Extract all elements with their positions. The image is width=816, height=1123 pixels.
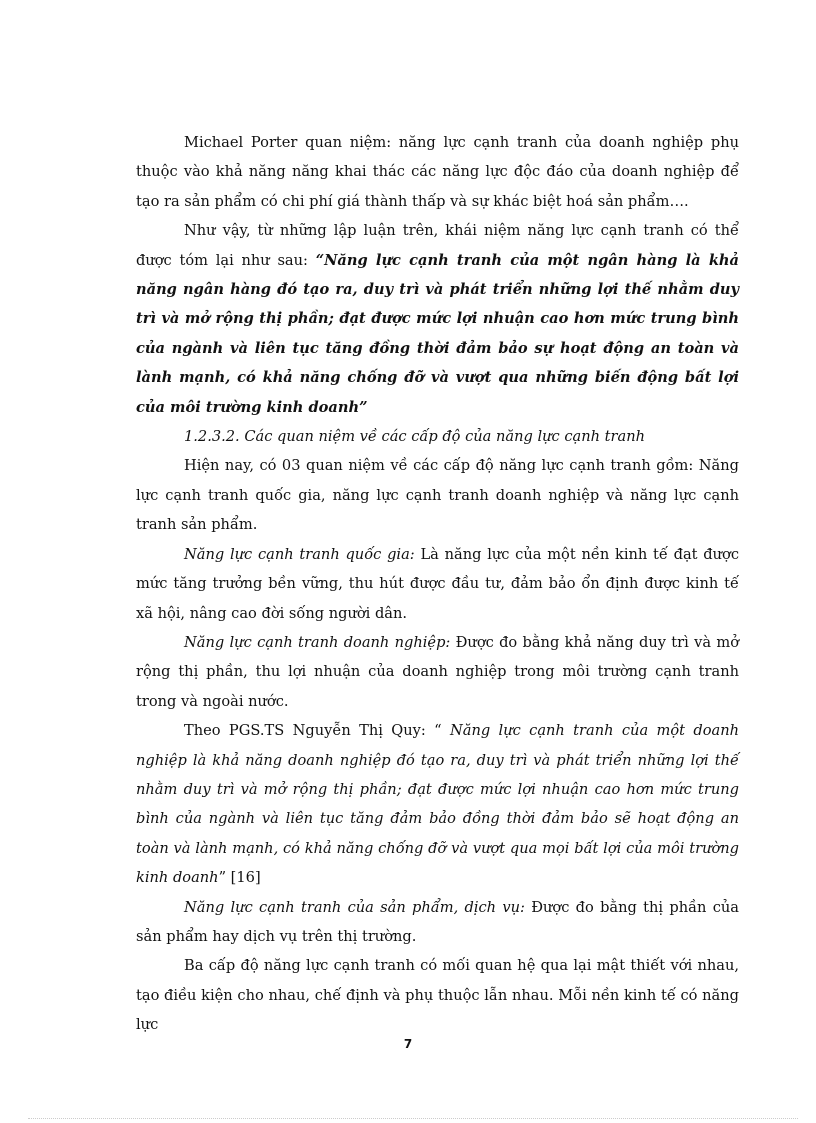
citation-tail: ” [16] (218, 869, 261, 887)
paragraph-relationship: Ba cấp độ năng lực cạnh tranh có mối quan hệ qua lại mật thiết với nhau, tạo điều kiện cho nhau, chế định và phụ thuộc lẫn nhau. Mỗi nền kinh tế có năng lực (136, 957, 739, 1034)
citation-lead: Theo PGS.TS Nguyễn Thị Quy: “ (184, 722, 450, 740)
definition-lead: Như vậy, từ những lập luận trên, khái niệm năng lực cạnh tranh có thể được tóm lại như sau: (136, 222, 739, 269)
section-heading: 1.2.3.2. Các quan niệm về các cấp độ của năng lực cạnh tranh (184, 428, 646, 446)
national-text: Là năng lực của một nền kinh tế đạt được mức tăng trưởng bền vững, thu hút được đầu tư, đảm bảo ổn định được kinh tế xã hội, nâng cao đời sống người dân. (136, 545, 739, 622)
enterprise-term: Năng lực cạnh tranh doanh nghiệp: (184, 633, 451, 651)
paragraph-national (136, 540, 739, 628)
page-number: 7 (403, 1037, 413, 1051)
page-bottom-divider (28, 1118, 798, 1119)
paragraph-citation (136, 716, 739, 892)
definition-quote: “Năng lực cạnh tranh của một ngân hàng là khả năng ngân hàng đó tạo ra, duy trì và phát triển những lợi thế nhằm duy trì và mở rộng thị phần; đạt được mức lợi nhuận cao hơn mức trung bình của ngành và liên tục tăng đồng thời đảm bảo sự hoạt động an toàn và lành mạnh, có khả năng chống đỡ và vượt qua những biến động bất lợi của môi trường kinh doanh” (136, 251, 739, 416)
paragraph-levels: Hiện nay, có 03 quan niệm về các cấp độ năng lực cạnh tranh gồm: Năng lực cạnh tranh quốc gia, năng lực cạnh tranh doanh nghiệp và năng lực cạnh tranh sản phẩm. (136, 457, 739, 534)
national-term: Năng lực cạnh tranh quốc gia: (184, 545, 415, 563)
paragraph-enterprise (136, 628, 739, 716)
document-body (136, 128, 739, 1040)
paragraph-definition (136, 216, 739, 422)
paragraph-porter: Michael Porter quan niệm: năng lực cạnh tranh của doanh nghiệp phụ thuộc vào khả năng năng khai thác các năng lực độc đáo của doanh nghiệp để tạo ra sản phẩm có chi phí giá thành thấp và sự khác biệt hoá sản phẩm…. (136, 134, 739, 210)
enterprise-text: Được đo bằng khả năng duy trì và mở rộng thị phần, thu lợi nhuận của doanh nghiệp trong môi trường cạnh tranh trong và ngoài nước. (136, 633, 739, 710)
citation-quote: Năng lực cạnh tranh của một doanh nghiệp là khả năng doanh nghiệp đó tạo ra, duy trì và phát triển những lợi thế nhằm duy trì và mở rộng thị phần; đạt được mức lợi nhuận cao hơn mức trung bình của ngành và liên tục tăng đảm bảo đồng thời đảm bảo sẽ hoạt động an toàn và lành mạnh, có khả năng chống đỡ và vượt qua mọi bất lợi của môi trường kinh doanh (136, 722, 739, 887)
product-term: Năng lực cạnh tranh của sản phẩm, dịch vụ: (184, 898, 525, 916)
paragraph-product (136, 893, 739, 952)
product-text: Được đo bằng thị phần của sản phẩm hay dịch vụ trên thị trường. (136, 898, 739, 945)
